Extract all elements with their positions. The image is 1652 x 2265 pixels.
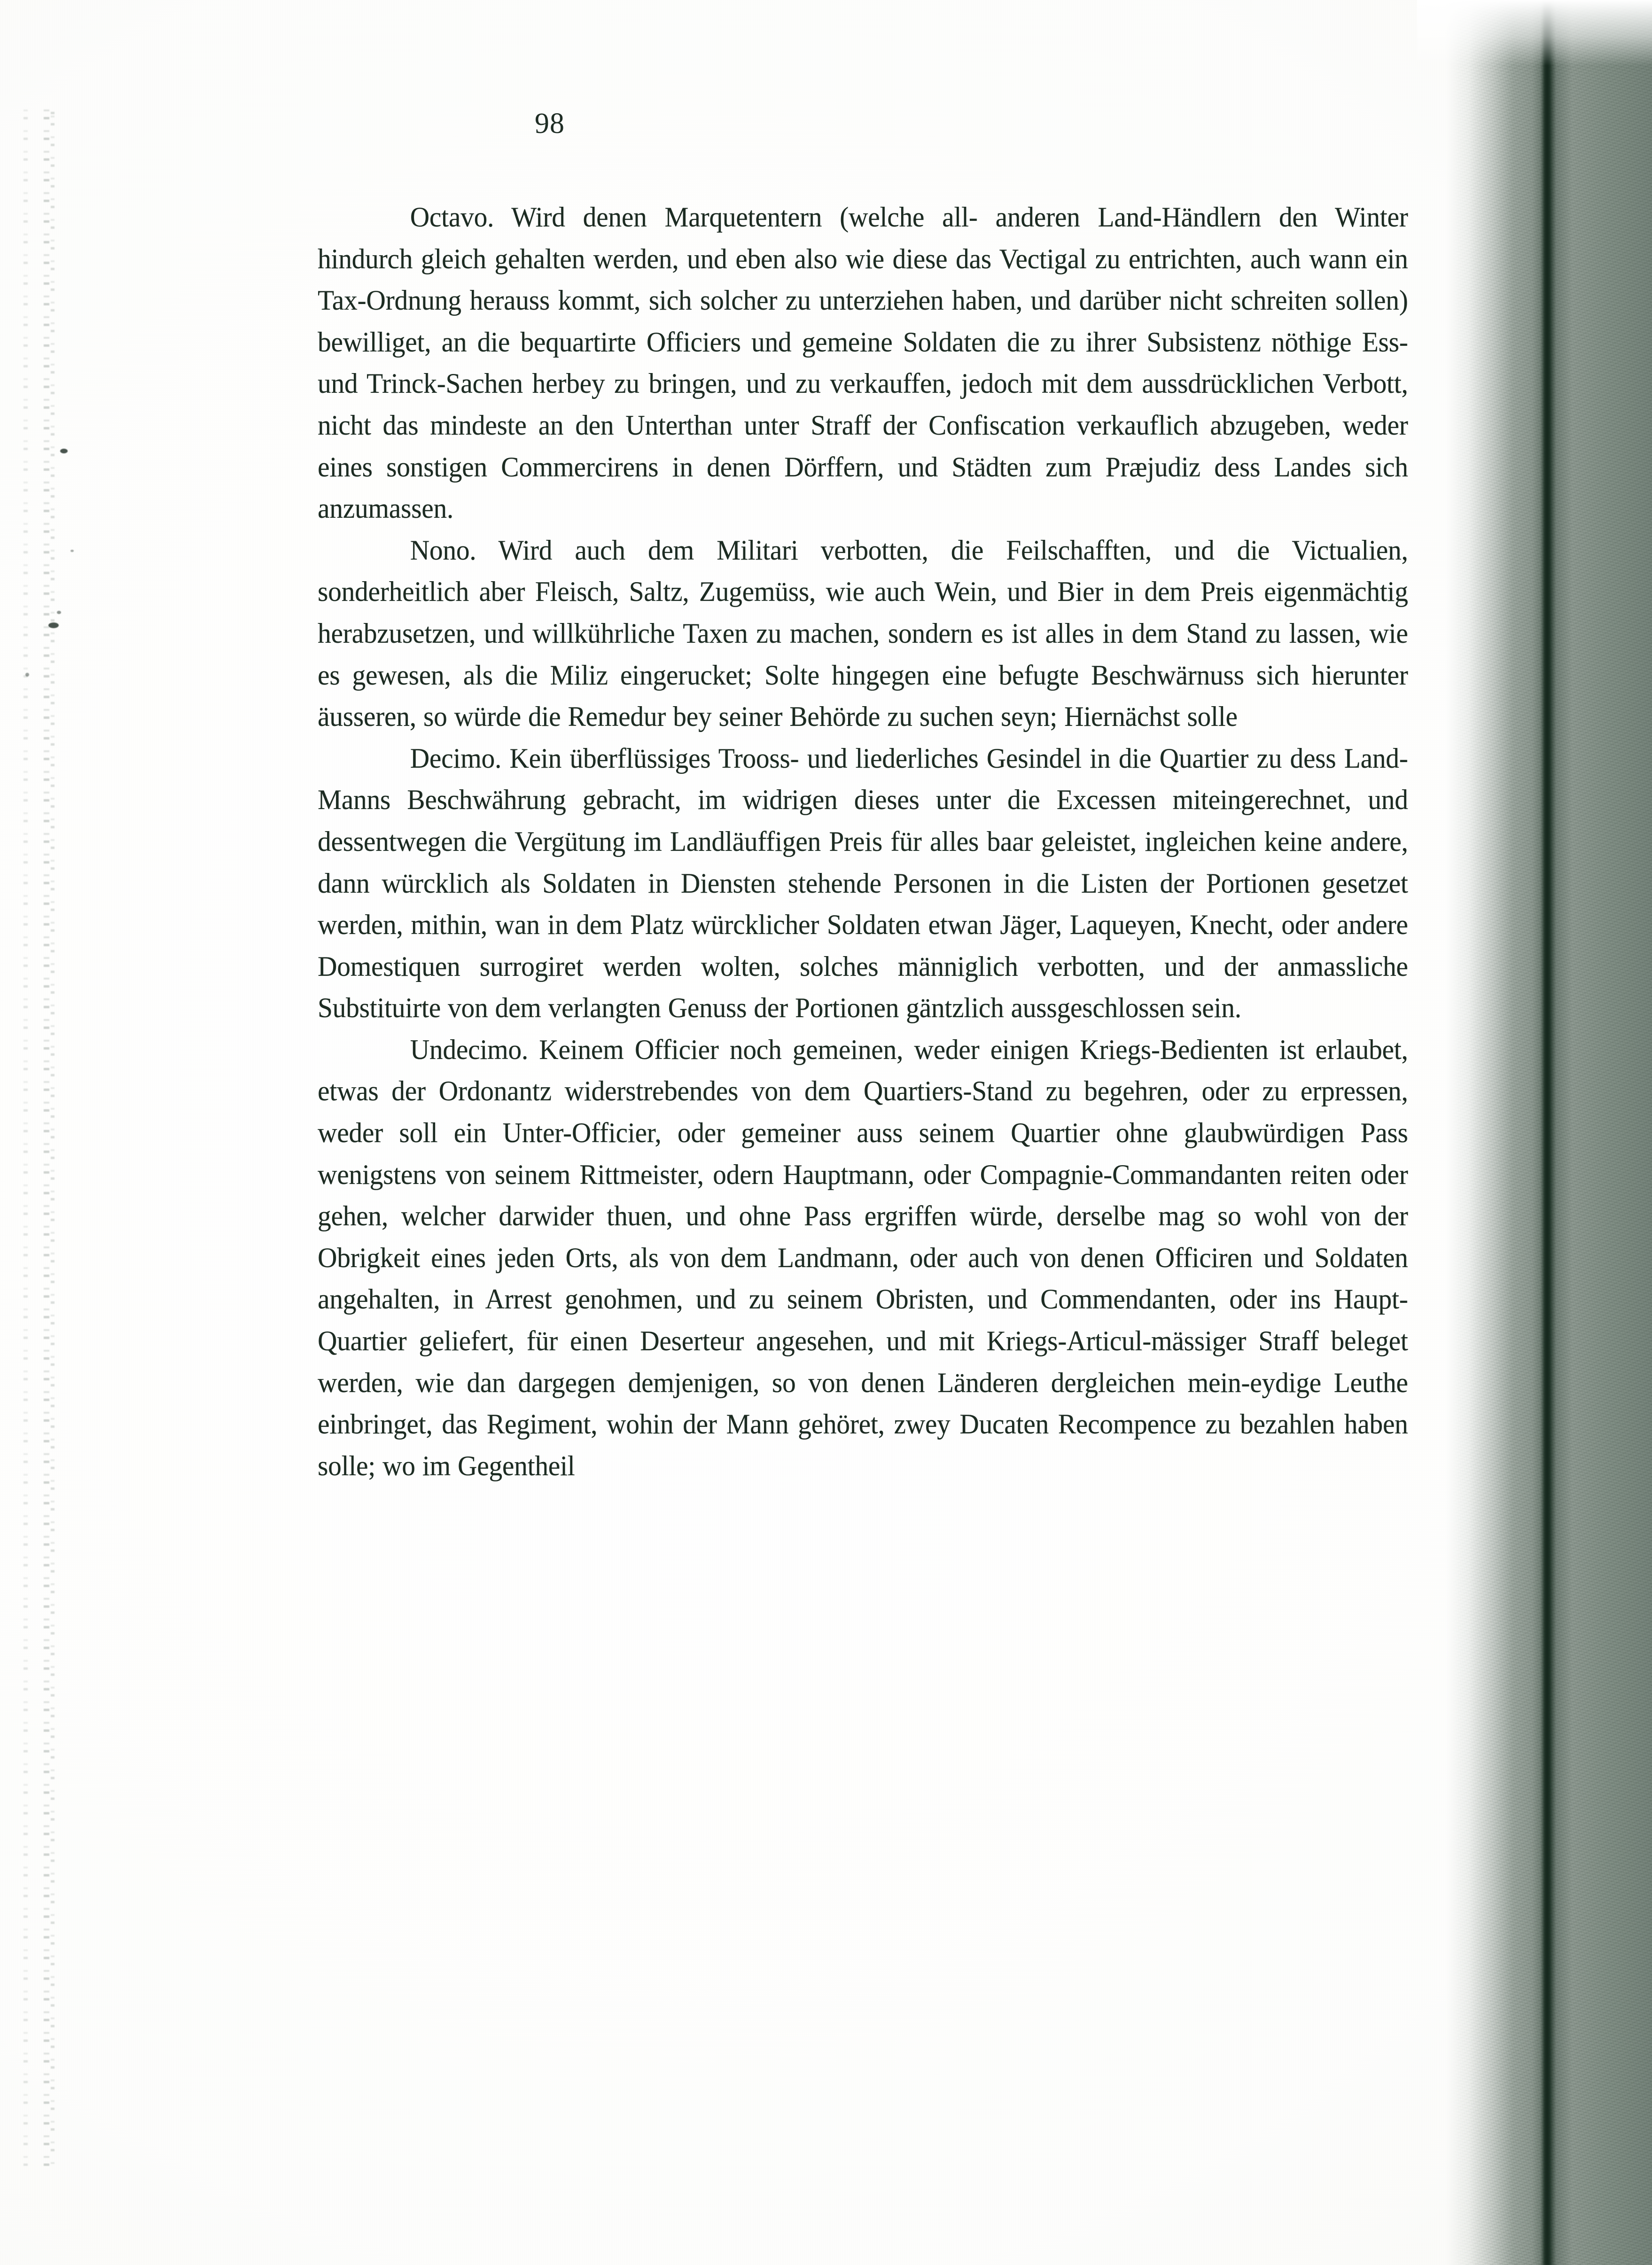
paragraph-decimo: Decimo. Kein überflüssiges Trooss- und liederliches Gesindel in die Quartier zu dess Land-Manns Beschwährung gebracht, im widrigen dieses unter die Excessen miteingerechnet, und dessentwegen die Vergütung im Landläuffigen Preis für alles baar geleistet, ingleichen keine andere, dann würcklich als Soldaten in Diensten stehende Personen in die Listen der Portionen gesetzet werden, mithin, wan in dem Platz würcklicher Soldaten etwan Jäger, Laqueyen, Knecht, oder andere Domestiquen surrogiret werden wolten, solches männiglich verbotten, und der anmassliche Substituirte von dem verlangten Genuss der Portionen gäntzlich aussgeschlossen sein. [318,742,1408,1024]
paragraph-undecimo: Undecimo. Keinem Officier noch gemeinen, weder einigen Kriegs-Bedienten ist erlaubet, etwas der Ordonantz widerstrebendes von dem Quartiers-Stand zu begehren, oder zu erpressen, weder soll ein Unter-Officier, oder gemeiner auss seinem Quartier ohne glaubwürdigen Pass wenigstens von seinem Rittmeister, odern Hauptmann, oder Compagnie-Commandanten reiten oder gehen, welcher darwider thuen, und ohne Pass ergriffen würde, derselbe mag so wohl von der Obrigkeit eines jeden Orts, als von dem Landmann, oder auch von denen Officiren und Soldaten angehalten, in Arrest genohmen, und zu seinem Obristen, und Commendanten, oder ins Haupt-Quartier geliefert, für einen Deserteur angesehen, und mit Kriegs-Articul-mässiger Straff beleget werden, wie dan dargegen demjenigen, so von denen Länderen dergleichen mein-eydige Leuthe einbringet, das Regiment, wohin der Mann gehöret, zwey Ducaten Recompence zu bezahlen haben solle; wo im Gegentheil [318,1034,1408,1481]
page-number: 98 [535,108,565,140]
body-text-block [318,196,1408,1487]
paragraph-octavo: Octavo. Wird denen Marquetentern (welche all- anderen Land-Händlern den Winter hindurch gleich gehalten werden, und eben also wie diese das Vectigal zu entrichten, auch wann ein Tax-Ordnung herauss kommt, sich solcher zu unterziehen haben, und darüber nicht schreiten sollen) bewilliget, an die bequartirte Officiers und gemeine Soldaten die zu ihrer Subsistenz nöthige Ess- und Trinck-Sachen herbey zu bringen, und zu verkauffen, jedoch mit dem aussdrücklichen Verbott, nicht das mindeste an den Unterthan unter Straff der Confiscation verkauflich abzugeben, weder eines sonstigen Commercirens in denen Dörffern, und Städten zum Præjudiz dess Landes sich anzumassen. [318,202,1408,524]
paragraph-nono: Nono. Wird auch dem Militari verbotten, die Feilschafften, und die Victualien, sonderheitlich aber Fleisch, Saltz, Zugemüss, wie auch Wein, und Bier in dem Preis eigenmächtig herabzusetzen, und willkührliche Taxen zu machen, sondern es ist alles in dem Stand zu lassen, wie es gewesen, als die Miliz eingerucket; Solte hingegen eine befugte Beschwärnuss sich hierunter äusseren, so würde die Remedur bey seiner Behörde zu suchen seyn; Hiernächst solle [318,534,1408,732]
